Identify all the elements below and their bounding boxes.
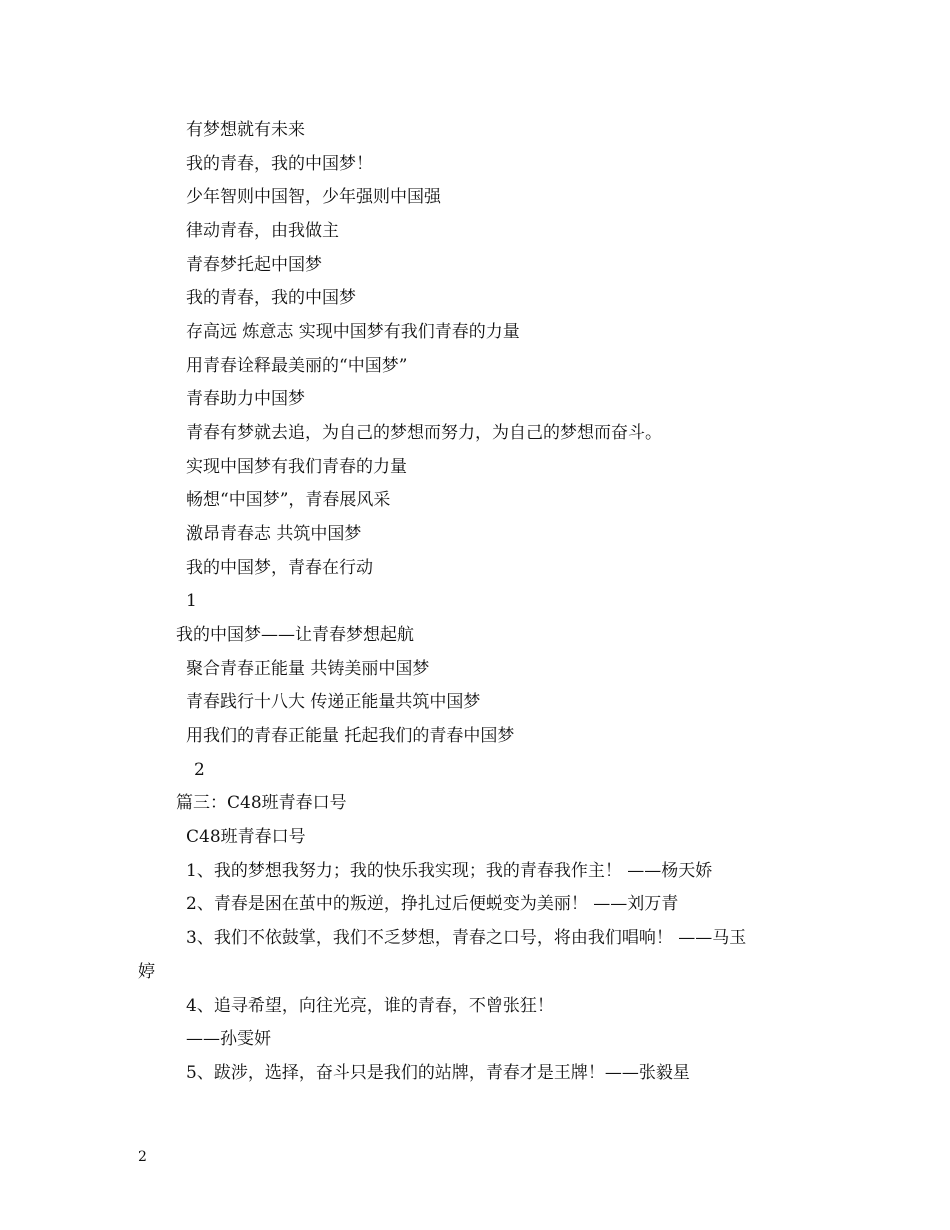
text-line-5: 青春梦托起中国梦 (186, 255, 322, 275)
text-line-6: 我的青春，我的中国梦 (186, 288, 356, 308)
text-line-1: 有梦想就有未来 (186, 120, 305, 140)
slogan-4: 4、追寻希望，向往光亮，谁的青春，不曾张狂！ (186, 996, 554, 1016)
text-line-11: 实现中国梦有我们青春的力量 (186, 457, 407, 477)
section-heading-3: 篇三：C48班青春口号 (176, 793, 347, 813)
text-line-2: 我的青春，我的中国梦！ (186, 154, 373, 174)
text-line-16: 青春践行十八大 传递正能量共筑中国梦 (186, 692, 481, 712)
slogan-3: 3、我们不依鼓掌，我们不乏梦想，青春之口号，将由我们唱响！ ——马玉 (186, 928, 747, 948)
slogan-2: 2、青春是困在茧中的叛逆，挣扎过后便蜕变为美丽！ ——刘万青 (186, 894, 679, 914)
text-line-4: 律动青春，由我做主 (186, 221, 339, 241)
text-line-12: 畅想“中国梦”，青春展风采 (186, 490, 391, 510)
text-line-14: 我的中国梦，青春在行动 (186, 558, 373, 578)
page-number: 2 (138, 1149, 147, 1165)
section-number-1: 1 (186, 591, 197, 611)
subheading: C48班青春口号 (186, 827, 306, 847)
text-line-3: 少年智则中国智，少年强则中国强 (186, 187, 441, 207)
slogan-3-continuation: 婷 (138, 962, 155, 982)
text-line-8: 用青春诠释最美丽的“中国梦” (186, 356, 408, 376)
section-number-2: 2 (194, 760, 205, 780)
text-line-15: 聚合青春正能量 共铸美丽中国梦 (186, 659, 430, 679)
slogan-4-author: ——孙雯妍 (186, 1029, 271, 1049)
section-heading-1: 我的中国梦——让青春梦想起航 (176, 625, 414, 645)
text-line-17: 用我们的青春正能量 托起我们的青春中国梦 (186, 726, 515, 746)
slogan-1: 1、我的梦想我努力；我的快乐我实现；我的青春我作主！ ——杨天娇 (186, 861, 713, 881)
slogan-5: 5、跋涉，选择，奋斗只是我们的站牌，青春才是王牌！——张毅星 (186, 1063, 690, 1083)
text-line-9: 青春助力中国梦 (186, 389, 305, 409)
text-line-13: 激昂青春志 共筑中国梦 (186, 524, 362, 544)
text-line-7: 存高远 炼意志 实现中国梦有我们青春的力量 (186, 322, 520, 342)
text-line-10: 青春有梦就去追，为自己的梦想而努力，为自己的梦想而奋斗。 (186, 423, 662, 443)
